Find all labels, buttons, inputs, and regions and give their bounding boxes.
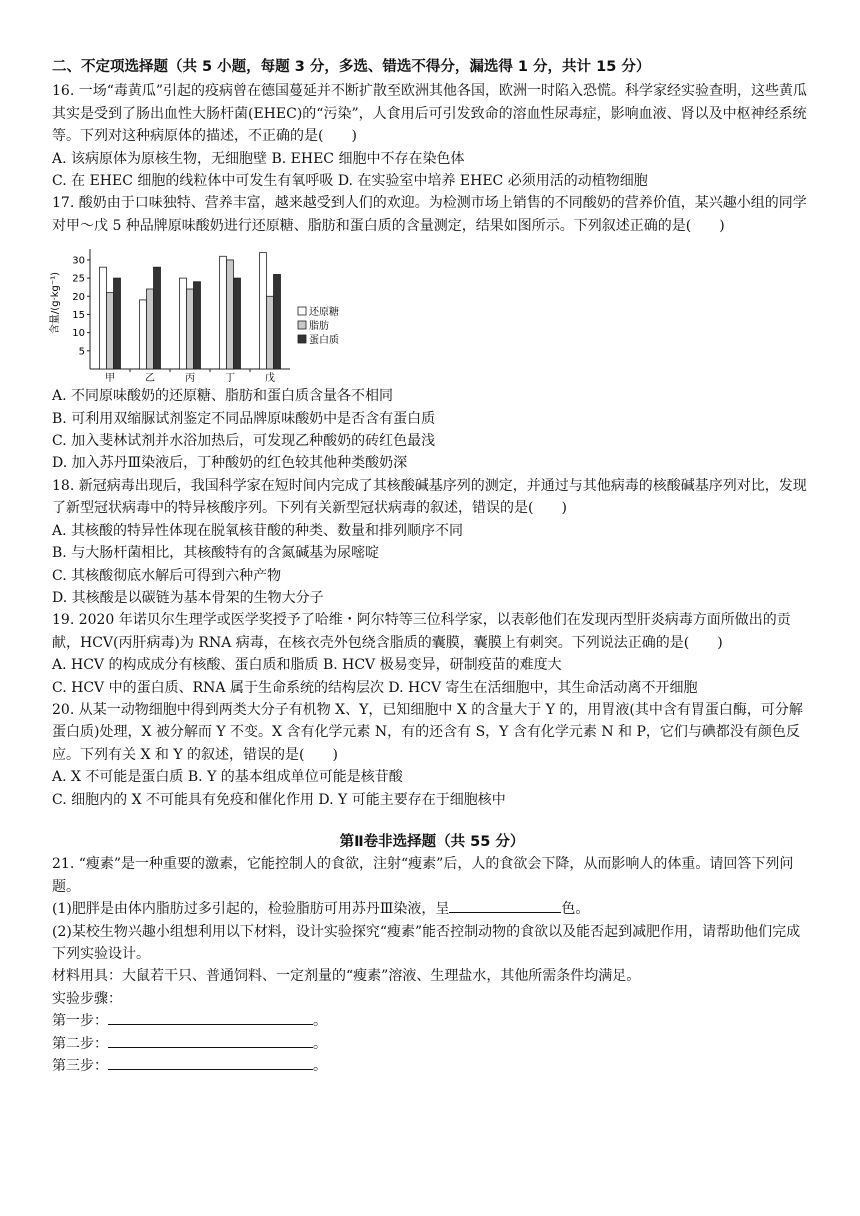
legend-swatch-脂肪 [298,321,306,329]
legend-swatch-蛋白质 [298,335,306,343]
bar-蛋白质-丁 [234,278,241,369]
question-16-stem: 16. 一场“毒黄瓜”引起的疫病曾在德国蔓延并不断扩散至欧洲其他各国，欧洲一时陷入恐慌。科学家经实验查明，这些黄瓜其实是受到了肠出血性大肠杆菌(EHEC)的“污染”，人食用后可引发致命的溶血性尿毒症，影响血液、肾以及中枢神经系统等。下列对这种病原体的描述，不正确的是( ) [52,83,808,145]
chart-y-label: 含量/(g·kg⁻¹) [50,272,61,335]
question-17-option-b: B. 可利用双缩脲试剂鉴定不同品牌原味酸奶中是否含有蛋白质 [52,410,436,427]
question-18-option-a: A. 其核酸的特异性体现在脱氧核苷酸的种类、数量和排列顺序不同 [52,522,464,539]
bar-脂肪-乙 [147,289,154,369]
bar-还原糖-丁 [220,257,227,370]
y-tick-label: 15 [72,310,85,322]
step-2-row [52,1033,812,1055]
question-21-steps-label: 实验步骤： [52,990,122,1007]
bar-脂肪-甲 [107,293,114,369]
bar-还原糖-乙 [140,300,147,369]
answer-blank-color[interactable] [449,898,561,913]
bar-蛋白质-甲 [114,278,121,369]
part-two-title: 第Ⅱ卷非选择题（共 55 分） [339,833,525,850]
x-tick-label: 甲 [105,373,115,385]
question-21-materials: 材料用具：大鼠若干只、普通饲料、一定剂量的“瘦素”溶液、生理盐水，其他所需条件均满足。 [52,968,641,985]
legend-label-脂肪: 脂肪 [309,321,329,333]
bar-脂肪-丁 [227,260,234,369]
step-3-row [52,1055,812,1077]
question-16-options-ab: A. 该病原体为原核生物，无细胞壁 B. EHEC 细胞中不存在染色体 [52,150,465,167]
question-20-options-cd: C. 细胞内的 X 不可能具有免疫和催化作用 D. Y 可能主要存在于细胞核中 [52,791,506,808]
question-20-options-ab: A. X 不可能是蛋白质 B. Y 的基本组成单位可能是核苷酸 [52,769,403,786]
question-21-stem: 21. “瘦素”是一种重要的激素，它能控制人的食欲，注射“瘦素”后，人的食欲会下降，从而影响人的体重。请回答下列问题。 [52,856,794,895]
bar-脂肪-丙 [187,289,194,369]
step-2-label: 第二步： [52,1035,108,1052]
y-tick-label: 30 [72,255,85,267]
question-17-option-c: C. 加入斐林试剂并水浴加热后，可发现乙种酸奶的砖红色最浅 [52,433,436,450]
bar-蛋白质-乙 [154,267,161,369]
section-title: 二、不定项选择题（共 5 小题，每题 3 分，多选、错选不得分，漏选得 1 分，共计 15 分） [52,59,651,75]
x-tick-label: 乙 [145,373,155,385]
question-17-option-a: A. 不同原味酸奶的还原糖、脂肪和蛋白质含量各不相同 [52,388,394,405]
bar-还原糖-甲 [100,267,107,369]
legend-label-蛋白质: 蛋白质 [309,335,339,347]
question-18-option-c: C. 其核酸彻底水解后可得到六种产物 [52,567,282,584]
question-19-options-cd: C. HCV 中的蛋白质、RNA 属于生命系统的结构层次 D. HCV 寄生在活细胞中，其生命活动离不开细胞 [52,679,698,696]
question-19-options-ab: A. HCV 的构成成分有核酸、蛋白质和脂质 B. HCV 极易变异，研制疫苗的难度大 [52,657,562,674]
q21-p1-end: 色。 [561,901,590,918]
question-18-option-d: D. 其核酸是以碳链为基本骨架的生物大分子 [52,589,324,606]
exam-page [52,56,812,1077]
question-21-part-1 [52,898,812,920]
y-tick-label: 10 [72,328,85,340]
bar-脂肪-戊 [267,297,274,370]
x-tick-label: 丁 [225,373,235,385]
step-1-end: 。 [313,1013,327,1030]
step-1-label: 第一步： [52,1013,108,1030]
nutrient-bar-chart [52,241,352,383]
y-tick-label: 20 [72,292,85,304]
legend-swatch-还原糖 [298,307,306,315]
bar-蛋白质-戊 [274,275,281,370]
bar-还原糖-丙 [180,278,187,369]
y-tick-label: 25 [72,273,85,285]
question-18-option-b: B. 与大肠杆菌相比，其核酸特有的含氮碱基为尿嘧啶 [52,545,380,562]
step-3-end: 。 [313,1058,327,1075]
answer-blank-step-3[interactable] [108,1055,313,1070]
step-3-label: 第三步： [52,1058,108,1075]
chart-svg [52,241,352,383]
x-tick-label: 戊 [265,373,275,385]
legend-label-还原糖: 还原糖 [309,307,339,319]
y-tick-label: 5 [78,346,85,358]
question-16-options-cd: C. 在 EHEC 细胞的线粒体中可发生有氧呼吸 D. 在实验室中培养 EHEC 必须用活的动植物细胞 [52,173,648,190]
x-tick-label: 丙 [185,373,195,385]
question-20-stem: 20. 从某一动物细胞中得到两类大分子有机物 X、Y，已知细胞中 X 的含量大于 Y 的，用胃液(其中含有胃蛋白酶，可分解蛋白质)处理，X 被分解而 Y 不变。X 含有化学元素 N，有的还含有 S，Y 含有化学元素 N 和 P，它们与碘都没有颜色反应。下列有关 X 和 Y 的叙述，错误的是( ) [52,701,803,763]
question-18-stem: 18. 新冠病毒出现后，我国科学家在短时间内完成了其核酸碱基序列的测定，并通过与其他病毒的核酸碱基序列对比，发现了新型冠状病毒中的特异核酸序列。下列有关新型冠状病毒的叙述，错误的是( ) [52,477,807,517]
bar-蛋白质-丙 [194,282,201,369]
answer-blank-step-2[interactable] [108,1033,313,1048]
question-19-stem: 19. 2020 年诺贝尔生理学或医学奖授予了哈维・阿尔特等三位科学家，以表彰他们在发现丙型肝炎病毒方面所做出的贡献，HCV(丙肝病毒)为 RNA 病毒，在核衣壳外包绕含脂质的囊膜，囊膜上有刺突。下列说法正确的是( ) [52,612,791,651]
answer-blank-step-1[interactable] [108,1010,313,1025]
step-2-end: 。 [313,1035,327,1052]
bar-还原糖-戊 [260,253,267,369]
question-17-stem: 17. 酸奶由于口味独特、营养丰富，越来越受到人们的欢迎。为检测市场上销售的不同酸奶的营养价值，某兴趣小组的同学对甲～戊 5 种品牌原味酸奶进行还原糖、脂肪和蛋白质的含量测定，结果如图所示。下列叙述正确的是( ) [52,195,807,234]
q21-p1-text: (1)肥胖是由体内脂肪过多引起的，检验脂肪可用苏丹Ⅲ染液，呈 [52,901,450,918]
question-17-option-d: D. 加入苏丹Ⅲ染液后，丁种酸奶的红色较其他种类酸奶深 [52,455,408,472]
step-1-row [52,1010,812,1032]
question-21-part-2: (2)某校生物兴趣小组想利用以下材料，设计实验探究“瘦素”能否控制动物的食欲以及能否起到减肥作用，请帮助他们完成下列实验设计。 [52,923,801,962]
